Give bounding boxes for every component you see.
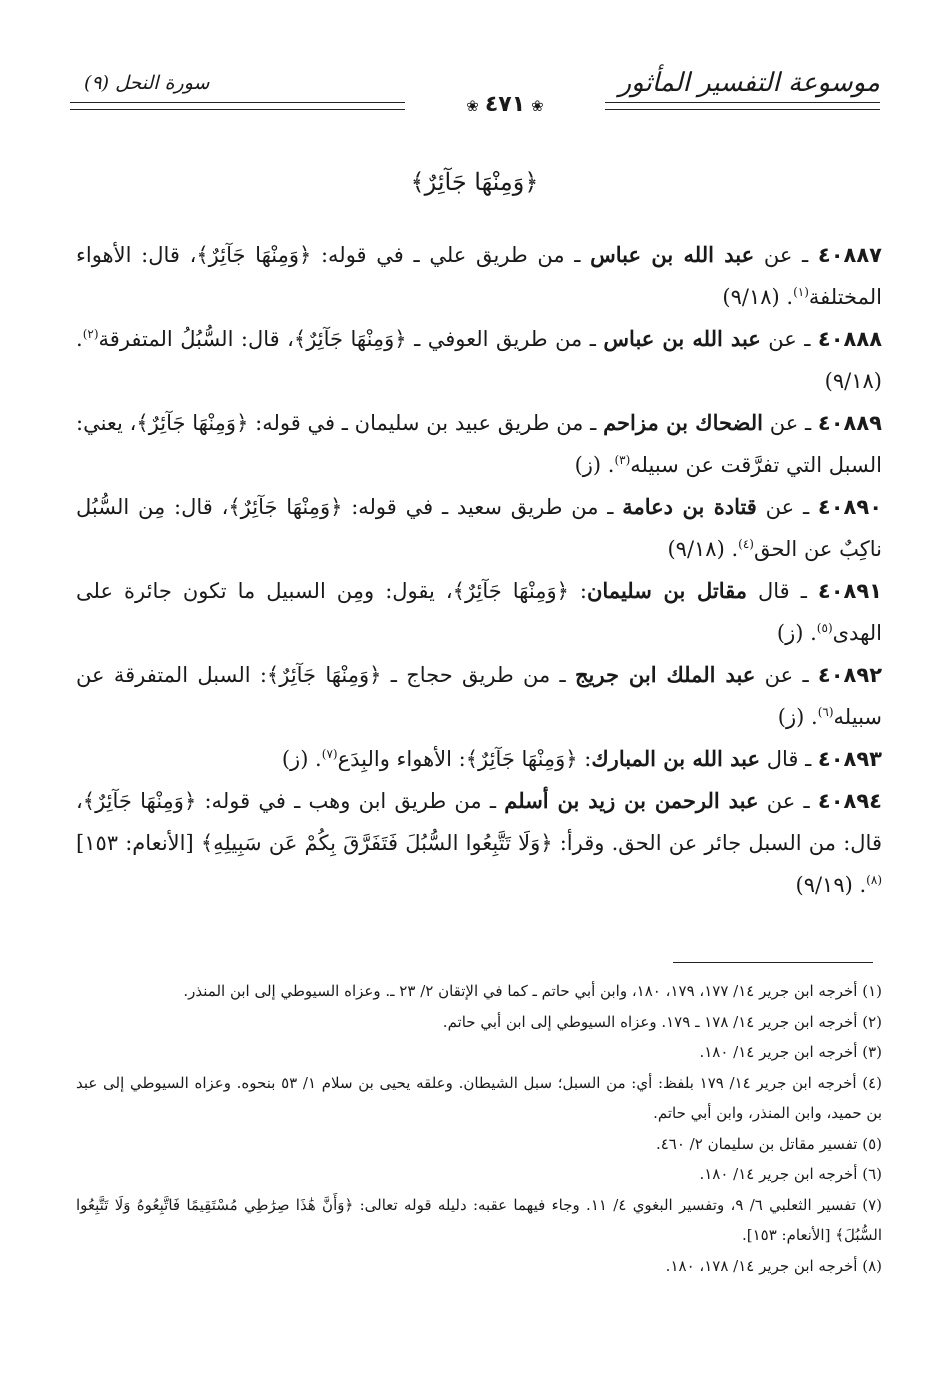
entry-text: : ﴿وَمِنْهَا جَآئِرٌ﴾: الأهواء والبِدَع <box>337 747 592 771</box>
entry-reference: . (ز) <box>574 453 615 477</box>
narrator-name: عبد الله بن عباس <box>603 326 761 351</box>
section-title: ﴿وَمِنْهَا جَآئِرٌ﴾ <box>410 168 539 196</box>
narrator-name: عبد الملك ابن جريج <box>574 662 756 687</box>
footnote: (٨) أخرجه ابن جرير ١٤/ ١٧٨، ١٨٠. <box>665 1256 882 1275</box>
entry-reference: . (ز) <box>777 705 818 729</box>
entry-text: ـ من طريق العوفي ـ ﴿وَمِنْهَا جَآئِرٌ﴾، قال: السُّبُلُ المتفرقة <box>98 327 604 351</box>
footnote: (٤) أخرجه ابن جرير ١٤/ ١٧٩ بلفظ: أي: من السبل؛ سبل الشيطان. وعلقه يحيى بن سلام ١/ ٥٣ بنحوه. وعزاه السيوطي إلى عبد بن حميد، وابن المنذر، وابن أبي حاتم. <box>76 1073 883 1122</box>
book-title: موسوعة التفسير المأثور <box>618 68 880 98</box>
entry-text: ـ من طريق علي ـ في قوله: ﴿وَمِنْهَا جَآئِرٌ﴾، قال: الأهواء المختلفة <box>76 243 882 309</box>
footnote-marker[interactable]: (٢) <box>82 327 99 341</box>
entry-lead: ـ عن <box>754 243 818 267</box>
entry-text: ـ من طريق حجاج ـ ﴿وَمِنْهَا جَآئِرٌ﴾: السبل المتفرقة عن سبيله <box>76 663 882 729</box>
narrator-name: قتادة بن دعامة <box>622 494 757 519</box>
narration-entry <box>76 234 882 318</box>
footnote-marker[interactable]: (٧) <box>321 747 338 761</box>
footnote: (٣) أخرجه ابن جرير ١٤/ ١٨٠. <box>699 1043 882 1061</box>
entry-number: ٤٠٨٩٢ <box>817 663 883 687</box>
narration-entry <box>76 318 882 402</box>
page-number: ٤٧١ <box>484 92 526 117</box>
entry-text: ـ من طريق ابن وهب ـ في قوله: ﴿وَمِنْهَا جَآئِرٌ﴾، قال: من السبل جائر عن الحق. وقرأ: ﴿وَلَا تَتَّبِعُوا السُّبُلَ فَتَفَرَّقَ بِكُمْ عَن سَبِيلِهِ﴾ [الأنعام: ١٥٣] <box>76 789 882 855</box>
entry-reference: . (٩/١٨) <box>667 537 739 561</box>
narrator-name: عبد الله بن عباس <box>590 242 755 267</box>
entry-reference: . (٩/١٨) <box>722 285 794 309</box>
footnote-marker[interactable]: (١) <box>793 285 809 299</box>
footnotes-list <box>76 976 882 1281</box>
narrator-name: عبد الرحمن بن زيد بن أسلم <box>504 788 759 813</box>
entry-lead: ـ عن <box>756 495 818 519</box>
entry-text: ـ من طريق عبيد بن سليمان ـ في قوله: ﴿وَمِنْهَا جَآئِرٌ﴾، يعني: السبل التي تفرَّقت عن سبيله <box>76 411 882 477</box>
entry-lead: ـ قال <box>747 579 818 603</box>
narration-entry <box>76 570 882 654</box>
entry-text: : ﴿وَمِنْهَا جَآئِرٌ﴾، يقول: ومِن السبيل ما تكون جائرة على الهدى <box>76 579 882 645</box>
entry-text: ـ من طريق سعيد ـ في قوله: ﴿وَمِنْهَا جَآئِرٌ﴾، قال: مِن السُّبُل ناكِبٌ عن الحق <box>76 495 882 561</box>
entry-reference: . (٩/١٩) <box>795 873 867 897</box>
entry-reference: . (ز) <box>776 621 817 645</box>
entry-lead: ـ عن <box>760 327 818 351</box>
footnote-marker[interactable]: (٥) <box>816 621 833 635</box>
narrator-name: مقاتل بن سليمان <box>586 578 747 603</box>
footnote: (١) أخرجه ابن جرير ١٤/ ١٧٧، ١٧٩، ١٨٠، وابن أبي حاتم ـ كما في الإتقان ٢/ ٢٣ ـ. وعزاه السيوطي إلى ابن المنذر. <box>183 982 882 1000</box>
ornament-right-icon: ❀ <box>531 97 544 115</box>
narration-entry <box>76 780 882 906</box>
ornament-left-icon: ❀ <box>466 97 479 115</box>
entry-reference: . (ز) <box>281 747 322 771</box>
footnote-separator <box>673 962 873 963</box>
entry-reference: . (٩/١٨) <box>76 327 882 393</box>
footnote: (٧) تفسير الثعلبي ٦/ ٩، وتفسير البغوي ٤/ ١١. وجاء فيهما عقبه: دليله قوله تعالى: ﴿وَأَنَّ هَٰذَا صِرَٰطِي مُسْتَقِيمًا فَاتَّبِعُوهُ وَلَا تَتَّبِعُوا السُّبُلَ﴾ [الأنعام: ١٥٣]. <box>76 1195 882 1244</box>
narrator-name: الضحاك بن مزاحم <box>603 410 763 435</box>
surah-title: سورة النحل (٩) <box>84 72 210 94</box>
entry-number: ٤٠٨٨٨ <box>817 327 883 351</box>
footnote: (٦) أخرجه ابن جرير ١٤/ ١٨٠. <box>699 1165 882 1183</box>
footnote: (٢) أخرجه ابن جرير ١٤/ ١٧٨ ـ ١٧٩. وعزاه السيوطي إلى ابن أبي حاتم. <box>442 1012 882 1031</box>
entry-lead: ـ عن <box>763 411 818 435</box>
narrator-name: عبد الله بن المبارك <box>591 746 761 771</box>
page-header <box>70 56 880 126</box>
entry-number: ٤٠٨٨٩ <box>817 411 882 435</box>
entries-list <box>76 234 882 906</box>
entry-number: ٤٠٨٨٧ <box>817 243 882 267</box>
page-number-box <box>405 92 605 120</box>
narration-entry <box>76 738 882 780</box>
entry-lead: ـ عن <box>758 789 818 813</box>
footnote-marker[interactable]: (٦) <box>817 705 834 719</box>
narration-entry <box>76 402 882 486</box>
footnote: (٥) تفسير مقاتل بن سليمان ٢/ ٤٦٠. <box>655 1134 882 1153</box>
narration-entry <box>76 486 882 570</box>
footnote-marker[interactable]: (٤) <box>738 537 754 551</box>
entry-lead: ـ عن <box>755 663 818 687</box>
entry-number: ٤٠٨٩١ <box>817 579 882 603</box>
narration-entry <box>76 654 882 738</box>
entry-number: ٤٠٨٩٠ <box>817 495 883 519</box>
footnote-marker[interactable]: (٨) <box>866 873 882 887</box>
footnote-marker[interactable]: (٣) <box>614 453 631 467</box>
entry-number: ٤٠٨٩٤ <box>817 789 882 813</box>
entry-number: ٤٠٨٩٣ <box>817 747 882 771</box>
entry-lead: ـ قال <box>760 747 818 771</box>
